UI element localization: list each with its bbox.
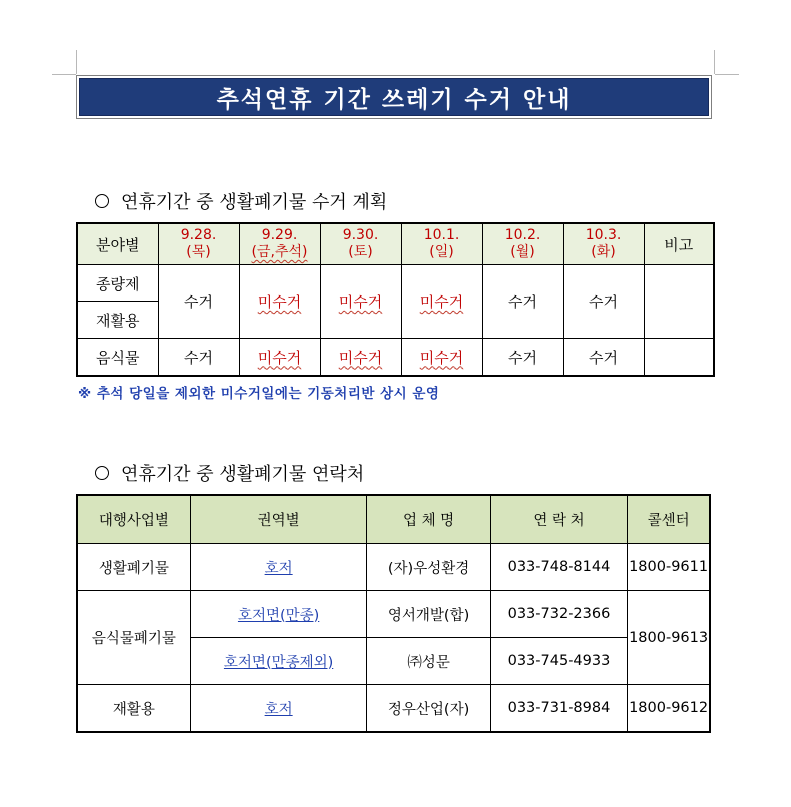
title-banner-inner — [79, 78, 709, 116]
note-cell — [644, 265, 714, 339]
status-cell: 수거 — [158, 339, 239, 377]
header-cell: 업 체 명 — [367, 495, 490, 544]
header-date: 9.30. (토) — [320, 223, 401, 265]
status-cell: 미수거 — [239, 339, 320, 377]
phone-cell: 033-732-2366 — [490, 591, 627, 638]
crop-mark — [714, 50, 715, 74]
table-row — [77, 591, 710, 638]
area-cell — [190, 685, 367, 733]
status-cell: 미수거 — [320, 339, 401, 377]
row-label: 종량제 — [77, 265, 158, 302]
header-cell: 대행사업별 — [77, 495, 190, 544]
row-label: 음식물 — [77, 339, 158, 377]
status-cell: 수거 — [563, 265, 644, 339]
status-cell: 수거 — [563, 339, 644, 377]
crop-mark — [76, 50, 77, 74]
area-cell — [190, 591, 367, 638]
plan-section-heading — [95, 188, 387, 214]
area-cell — [190, 638, 367, 685]
callcenter-cell: 1800-9613 — [628, 591, 710, 685]
table-row — [77, 265, 714, 302]
phone-cell: 033-745-4933 — [490, 638, 627, 685]
contact-header-row — [77, 495, 710, 544]
contact-table — [76, 494, 711, 733]
header-date: 10.2. (월) — [482, 223, 563, 265]
collection-plan-table — [76, 222, 715, 377]
phone-cell: 033-748-8144 — [490, 544, 627, 591]
status-cell: 수거 — [482, 265, 563, 339]
crop-mark — [715, 74, 739, 75]
note-cell — [644, 339, 714, 377]
header-date: 10.3. (화) — [563, 223, 644, 265]
header-cell: 연 락 처 — [490, 495, 627, 544]
row-label: 재활용 — [77, 302, 158, 339]
status-cell: 미수거 — [320, 265, 401, 339]
table-row — [77, 685, 710, 733]
header-note: 비고 — [644, 223, 714, 265]
area-link[interactable]: 호저 — [264, 701, 293, 718]
status-cell: 미수거 — [401, 265, 482, 339]
header-cell: 콜센터 — [628, 495, 710, 544]
category-cell: 생활폐기물 — [77, 544, 190, 591]
header-cell: 권역별 — [190, 495, 367, 544]
contact-heading-text: 연휴기간 중 생활폐기물 연락처 — [121, 464, 365, 485]
crop-mark — [52, 74, 76, 75]
header-category: 분야별 — [77, 223, 158, 265]
area-link[interactable]: 호저 — [264, 560, 293, 577]
company-cell: (자)우성환경 — [367, 544, 490, 591]
table-row — [77, 339, 714, 377]
header-date: 9.29. (금,추석) — [239, 223, 320, 265]
area-link[interactable]: 호저면(만종) — [237, 607, 320, 624]
title-banner — [76, 75, 712, 119]
category-cell: 음식물폐기물 — [77, 591, 190, 685]
circle-bullet-icon — [95, 194, 109, 208]
callcenter-cell: 1800-9611 — [628, 544, 710, 591]
phone-cell: 033-731-8984 — [490, 685, 627, 733]
circle-bullet-icon — [95, 466, 109, 480]
status-cell: 수거 — [158, 265, 239, 339]
area-cell — [190, 544, 367, 591]
page-title: 추석연휴 기간 쓰레기 수거 안내 — [216, 86, 572, 113]
plan-heading-text: 연휴기간 중 생활폐기물 수거 계획 — [121, 192, 388, 213]
contact-section-heading — [95, 460, 364, 486]
company-cell: 정우산업(자) — [367, 685, 490, 733]
company-cell: ㈜성문 — [367, 638, 490, 685]
header-date: 10.1. (일) — [401, 223, 482, 265]
company-cell: 영서개발(합) — [367, 591, 490, 638]
status-cell: 미수거 — [401, 339, 482, 377]
callcenter-cell: 1800-9612 — [628, 685, 710, 733]
category-cell: 재활용 — [77, 685, 190, 733]
status-cell: 미수거 — [239, 265, 320, 339]
status-cell: 수거 — [482, 339, 563, 377]
header-date: 9.28. (목) — [158, 223, 239, 265]
footnote: ※ 추석 당일을 제외한 미수거일에는 기동처리반 상시 운영 — [78, 386, 440, 402]
table-row — [77, 544, 710, 591]
area-link[interactable]: 호저면(만종제외) — [223, 654, 334, 671]
plan-header-row — [77, 223, 714, 265]
